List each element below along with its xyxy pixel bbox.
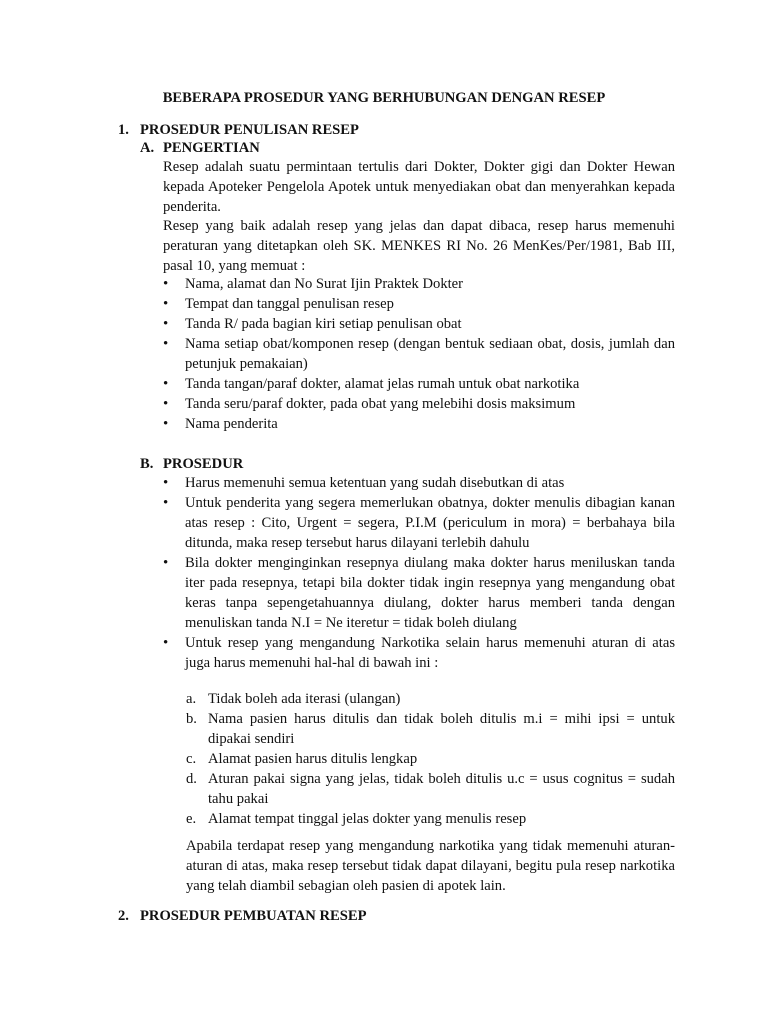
list-item: • Tanda R/ pada bagian kiri setiap penulisan obat: [163, 314, 675, 334]
list-item: [186, 749, 675, 769]
list-item-text: Alamat tempat tinggal jelas dokter yang menulis resep: [208, 811, 527, 827]
section-2-number: 2.: [118, 908, 129, 924]
list-marker: b.: [186, 711, 197, 727]
list-item: • Tanda tangan/paraf dokter, alamat jelas rumah untuk obat narkotika: [163, 374, 675, 394]
list-marker: a.: [186, 691, 197, 707]
list-item: • Nama, alamat dan No Surat Ijin Praktek Dokter: [163, 274, 675, 294]
list-marker: e.: [186, 811, 197, 827]
sub-b-heading: PROSEDUR: [163, 456, 244, 472]
list-item: • Untuk resep yang mengandung Narkotika selain harus memenuhi aturan di atas juga harus memenuhi hal-hal di bawah ini :: [163, 633, 675, 673]
list-item-text: Alamat pasien harus ditulis lengkap: [208, 751, 418, 767]
list-item: [186, 709, 675, 749]
list-item: • Harus memenuhi semua ketentuan yang sudah disebutkan di atas: [163, 473, 675, 493]
document-title: BEBERAPA PROSEDUR YANG BERHUBUNGAN DENGAN RESEP: [162, 90, 606, 106]
list-item-text: Tidak boleh ada iterasi (ulangan): [208, 691, 401, 707]
sub-a-letter: A.: [140, 140, 155, 156]
section-1-number: 1.: [118, 122, 129, 138]
list-item: [186, 769, 675, 809]
requirements-list: [163, 274, 675, 434]
list-marker: c.: [186, 751, 197, 767]
list-item: • Bila dokter menginginkan resepnya diulang maka dokter harus meniluskan tanda iter pada resepnya, tetapi bila dokter tidak ingin resepnya yang mengandung obat keras tanpa sepengetahuannya diulang, dokter harus memberi tanda dengan menuliskan tanda N.I = Ne iteretur = tidak boleh diulang: [163, 553, 675, 633]
sub-a-heading: PENGERTIAN: [163, 140, 260, 156]
section-2-heading: PROSEDUR PEMBUATAN RESEP: [140, 908, 367, 924]
definition-paragraph: Resep adalah suatu permintaan tertulis dari Dokter, Dokter gigi dan Dokter Hewan kepada Apoteker Pengelola Apotek untuk menyediakan obat dan menyerahkan kepada penderita.: [163, 159, 675, 215]
list-item-text: Aturan pakai signa yang jelas, tidak boleh ditulis u.c = usus cognitus = sudah tahu pakai: [208, 771, 675, 807]
section-1-heading: PROSEDUR PENULISAN RESEP: [140, 122, 359, 138]
list-item: • Tanda seru/paraf dokter, pada obat yang melebihi dosis maksimum: [163, 394, 675, 414]
list-item: • Untuk penderita yang segera memerlukan obatnya, dokter menulis dibagian kanan atas resep : Cito, Urgent = segera, P.I.M (periculum in mora) = berbahaya bila ditunda, maka resep tersebut harus dilayani terlebih dahulu: [163, 493, 675, 553]
list-item: • Tempat dan tanggal penulisan resep: [163, 294, 675, 314]
procedure-list: [163, 473, 675, 673]
sub-b-letter: B.: [140, 456, 154, 472]
list-item: • Nama penderita: [163, 414, 675, 434]
list-item: [186, 809, 675, 829]
closing-paragraph: Apabila terdapat resep yang mengandung narkotika yang tidak memenuhi aturan-aturan di atas, maka resep tersebut tidak dapat dilayani, begitu pula resep narkotika yang telah diambil sebagian oleh pasien di apotek lain.: [186, 838, 675, 894]
requirements-paragraph: Resep yang baik adalah resep yang jelas dan dapat dibaca, resep harus memenuhi peraturan yang ditetapkan oleh SK. MENKES RI No. 26 MenKes/Per/1981, Bab III, pasal 10, yang memuat :: [163, 218, 675, 274]
list-marker: d.: [186, 771, 197, 787]
list-item: • Nama setiap obat/komponen resep (dengan bentuk sediaan obat, dosis, jumlah dan petunjuk pemakaian): [163, 334, 675, 374]
list-item: [186, 689, 675, 709]
narcotics-requirements-list: [186, 689, 675, 829]
list-item-text: Nama pasien harus ditulis dan tidak boleh ditulis m.i = mihi ipsi = untuk dipakai sendiri: [208, 711, 675, 747]
